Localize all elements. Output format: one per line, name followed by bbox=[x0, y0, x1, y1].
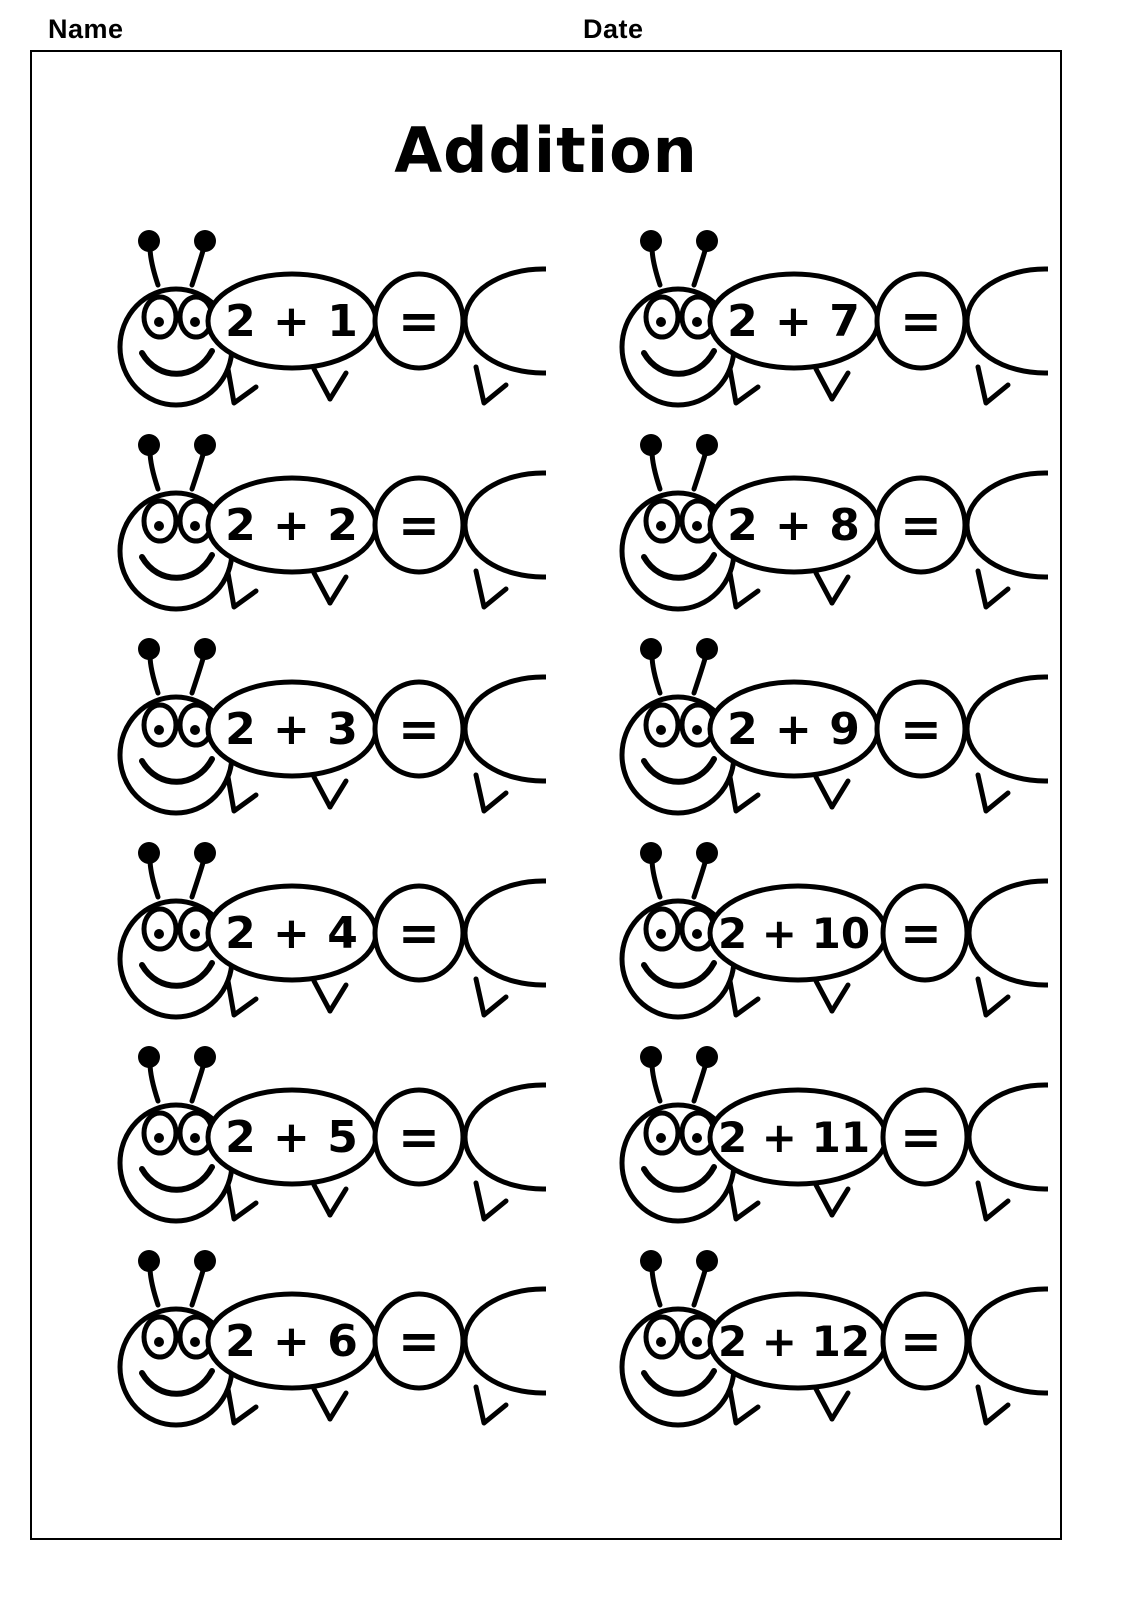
problem-expression: 2 + 6 bbox=[225, 1315, 359, 1367]
problem-item bbox=[46, 431, 548, 635]
equals-sign: = bbox=[398, 904, 440, 962]
page-title: Addition bbox=[394, 114, 698, 187]
problem-item bbox=[46, 227, 548, 431]
problem-item bbox=[46, 839, 548, 1043]
equals-sign: = bbox=[900, 496, 942, 554]
worksheet-frame bbox=[30, 50, 1062, 1540]
equals-sign: = bbox=[398, 496, 440, 554]
problem-expression: 2 + 2 bbox=[225, 499, 359, 551]
problem-item bbox=[46, 1043, 548, 1247]
problem-item bbox=[548, 839, 1050, 1043]
problem-grid bbox=[46, 227, 1050, 1451]
equals-sign: = bbox=[900, 700, 942, 758]
problem-item bbox=[548, 1043, 1050, 1247]
equals-sign: = bbox=[900, 1108, 942, 1166]
name-label: Name bbox=[48, 14, 124, 44]
problem-expression: 2 + 7 bbox=[727, 295, 861, 347]
problem-item bbox=[548, 227, 1050, 431]
problem-item bbox=[46, 635, 548, 839]
equals-sign: = bbox=[900, 904, 942, 962]
problem-item bbox=[46, 1247, 548, 1451]
problem-expression: 2 + 9 bbox=[727, 703, 861, 755]
problem-expression: 2 + 3 bbox=[225, 703, 359, 755]
date-label: Date bbox=[583, 14, 644, 44]
problem-expression: 2 + 5 bbox=[225, 1111, 359, 1163]
problem-expression: 2 + 11 bbox=[717, 1112, 871, 1162]
problem-expression: 2 + 12 bbox=[717, 1316, 871, 1366]
problem-expression: 2 + 10 bbox=[717, 908, 871, 958]
problem-expression: 2 + 4 bbox=[225, 907, 359, 959]
equals-sign: = bbox=[900, 292, 942, 350]
equals-sign: = bbox=[398, 1108, 440, 1166]
equals-sign: = bbox=[900, 1312, 942, 1370]
problem-item bbox=[548, 431, 1050, 635]
problem-item bbox=[548, 635, 1050, 839]
equals-sign: = bbox=[398, 1312, 440, 1370]
equals-sign: = bbox=[398, 700, 440, 758]
problem-item bbox=[548, 1247, 1050, 1451]
problem-expression: 2 + 1 bbox=[225, 295, 359, 347]
problem-expression: 2 + 8 bbox=[727, 499, 861, 551]
equals-sign: = bbox=[398, 292, 440, 350]
